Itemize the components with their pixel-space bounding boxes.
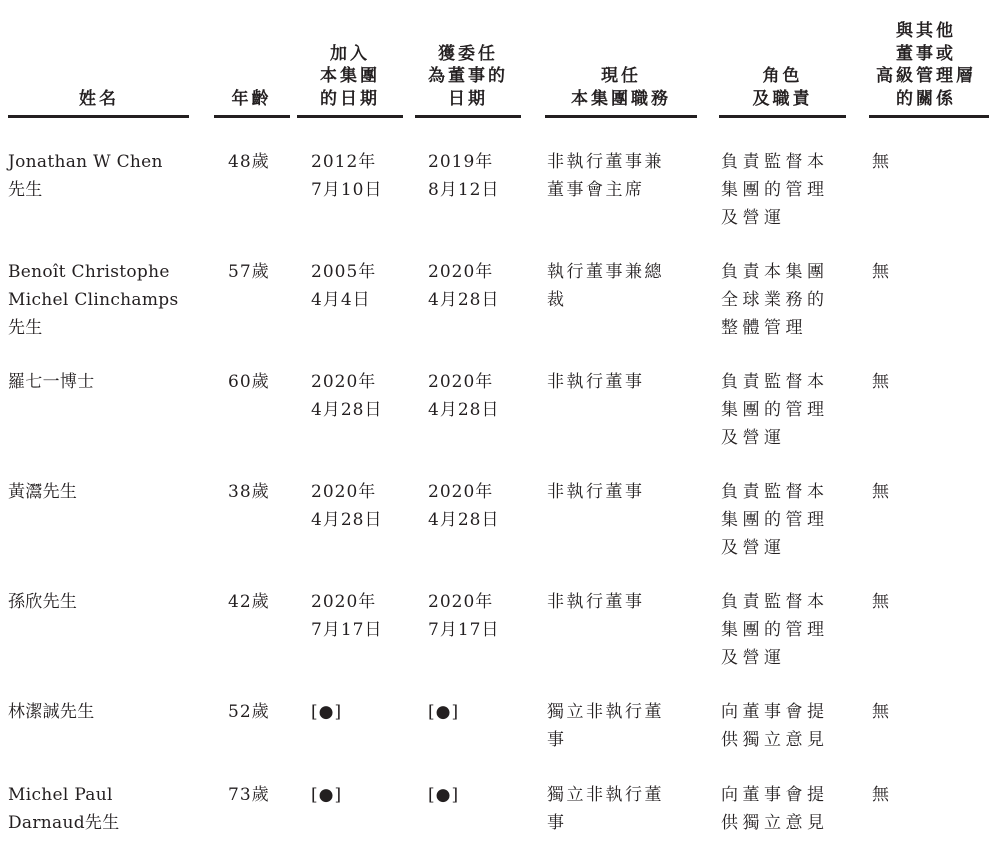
header-relationship-line: 高級管理層 [876,66,976,86]
header-position-line: 現任 [601,66,641,86]
cell-line: 2020年 [311,592,377,612]
cell-line: 事 [547,813,567,833]
cell-age: 73歲 [228,785,270,805]
cell-line: 4月28日 [428,400,500,420]
cell-line: 8月12日 [428,180,500,200]
cell-line: [●] [428,702,460,722]
header-relationship-line: 與其他 [896,21,956,41]
header-name [8,0,190,110]
cell-line: 整體管理 [721,318,807,338]
cell-line: 非執行董事 [547,592,645,612]
cell-line: 負責監督本 [721,592,829,612]
cell-line: 及營運 [721,648,786,668]
cell-line: Michel Clinchamps [8,290,179,310]
cell-line: 獨立非執行董 [547,702,664,722]
cell-appointment-date [428,781,523,809]
cell-line: 非執行董事 [547,372,645,392]
cell-position [547,368,687,396]
cell-line: 裁 [547,290,567,310]
cell-join-date [311,588,406,644]
cell-age: 48歲 [228,152,270,172]
cell-name [8,148,203,204]
cell-line: 董事會主席 [547,180,645,200]
cell-appointment-date [428,478,523,534]
cell-line: 7月10日 [311,180,383,200]
cell-line: 2020年 [428,482,494,502]
cell-line: 非執行董事兼 [547,152,664,172]
cell-name [8,368,203,396]
cell-line: 供獨立意見 [721,730,829,750]
cell-role [721,478,846,562]
cell-appointment-date [428,258,523,314]
cell-name [8,698,203,726]
header-appointment-date [415,0,521,110]
cell-position [547,781,687,837]
cell-line: 4月28日 [311,510,383,530]
header-relationship-line: 董事或 [896,43,956,64]
cell-line: 先生 [8,318,43,338]
cell-line: 及營運 [721,208,786,228]
header-position [545,0,697,110]
cell-line: 事 [547,730,567,750]
cell-name [8,781,203,837]
cell-role [721,698,846,754]
cell-line: 全球業務的 [721,290,829,310]
cell-age: 38歲 [228,482,270,502]
cell-join-date [311,478,406,534]
cell-role [721,588,846,672]
header-role-line: 及職責 [752,88,813,109]
cell-line: 負責監督本 [721,152,829,172]
cell-appointment-date [428,368,523,424]
cell-line: 4月28日 [311,400,383,420]
cell-line: 供獨立意見 [721,813,829,833]
cell-line: 4月28日 [428,510,500,530]
cell-age: 57歲 [228,262,270,282]
cell-role [721,148,846,232]
cell-position [547,698,687,754]
cell-line: 孫欣先生 [8,592,78,612]
cell-line: Benoît Christophe [8,262,170,282]
cell-age: 60歲 [228,372,270,392]
cell-name [8,478,203,506]
cell-line: 2020年 [428,262,494,282]
cell-line: 4月28日 [428,290,500,310]
cell-position [547,588,687,616]
cell-line: Darnaud先生 [8,813,120,833]
cell-line: 2020年 [311,372,377,392]
cell-relationship: 無 [872,262,890,282]
header-join-date-line: 加入 [330,43,370,64]
cell-join-date [311,698,406,726]
cell-role [721,258,846,342]
cell-line: 負責本集團 [721,262,829,282]
cell-relationship: 無 [872,592,890,612]
cell-line: 集團的管理 [721,400,829,420]
cell-line: 獨立非執行董 [547,785,664,805]
header-rule [719,115,846,118]
cell-position [547,148,687,204]
cell-line: 先生 [8,180,43,200]
cell-position [547,478,687,506]
cell-role [721,781,846,837]
header-position-line: 本集團職務 [571,88,671,109]
header-name-line: 姓名 [79,88,119,109]
cell-relationship: 無 [872,702,890,722]
header-age-line: 年齡 [231,88,272,109]
cell-line: 負責監督本 [721,372,829,392]
header-join-date-line: 本集團 [320,66,380,86]
cell-join-date [311,368,406,424]
cell-name [8,258,203,342]
cell-line: 集團的管理 [721,620,829,640]
cell-line: 黃灊先生 [8,482,78,502]
header-age [213,0,290,110]
cell-appointment-date [428,148,523,204]
header-join-date-line: 的日期 [320,88,380,109]
cell-line: 負責監督本 [721,482,829,502]
cell-line: 2012年 [311,152,377,172]
cell-position [547,258,687,314]
cell-line: 集團的管理 [721,510,829,530]
cell-line: 2020年 [428,372,494,392]
cell-relationship: 無 [872,152,890,172]
cell-line: 執行董事兼總 [547,262,664,282]
cell-relationship: 無 [872,785,890,805]
cell-appointment-date [428,698,523,726]
cell-role [721,368,846,452]
cell-line: 集團的管理 [721,180,829,200]
header-relationship [862,0,990,110]
header-role-line: 角色 [762,66,803,86]
cell-appointment-date [428,588,523,644]
cell-age: 42歲 [228,592,270,612]
cell-line: 向董事會提 [721,785,829,805]
cell-line: [●] [428,785,460,805]
cell-line: 2019年 [428,152,494,172]
cell-line: 2020年 [428,592,494,612]
cell-age: 52歲 [228,702,270,722]
cell-line: 2005年 [311,262,377,282]
cell-line: 7月17日 [311,620,383,640]
cell-line: 羅七一博士 [8,372,95,392]
header-rule [214,115,290,118]
cell-line: 2020年 [311,482,377,502]
cell-line: 7月17日 [428,620,500,640]
cell-line: Michel Paul [8,785,113,805]
cell-join-date [311,258,406,314]
cell-line: 向董事會提 [721,702,829,722]
header-relationship-line: 的關係 [896,88,956,109]
header-appointment-date-line: 日期 [448,88,488,109]
header-rule [415,115,521,118]
cell-line: [●] [311,702,343,722]
cell-line: 林潔誠先生 [8,702,95,722]
cell-line: 及營運 [721,428,786,448]
header-appointment-date-line: 為董事的 [428,66,508,86]
header-join-date [297,0,403,110]
cell-line: [●] [311,785,343,805]
cell-relationship: 無 [872,372,890,392]
header-appointment-date-line: 獲委任 [438,43,498,64]
cell-relationship: 無 [872,482,890,502]
header-role [719,0,846,110]
cell-join-date [311,148,406,204]
header-rule [869,115,989,118]
header-rule [297,115,403,118]
cell-join-date [311,781,406,809]
header-rule [545,115,697,118]
cell-line: 4月4日 [311,290,371,310]
cell-line: 及營運 [721,538,786,558]
cell-line: Jonathan W Chen [8,152,163,172]
header-rule [8,115,189,118]
cell-line: 非執行董事 [547,482,645,502]
cell-name [8,588,203,616]
